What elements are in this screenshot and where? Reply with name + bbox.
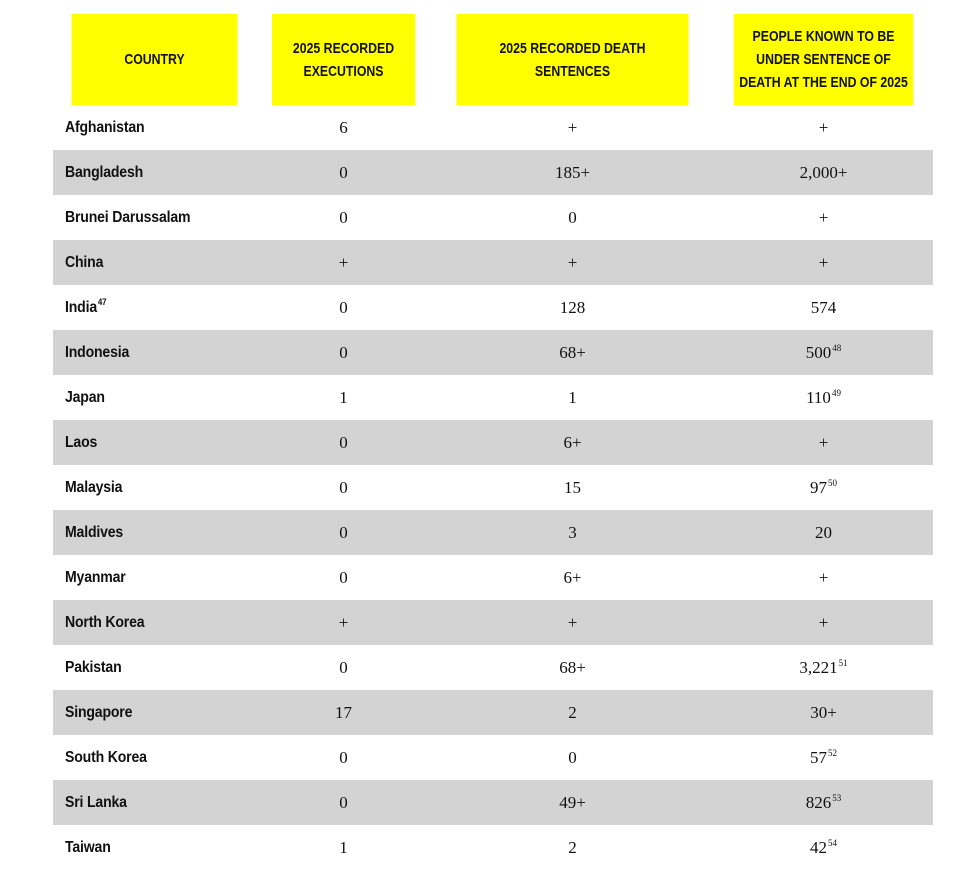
country-name-wrap xyxy=(65,434,97,452)
death-sentences-cell-value: 68+ xyxy=(559,342,586,362)
under-sentence-cell xyxy=(714,690,933,735)
table-row xyxy=(53,735,933,780)
footnote-ref: 53 xyxy=(832,792,842,803)
death-sentences-cell xyxy=(431,600,714,645)
death-sentences-cell-value: 6+ xyxy=(563,432,582,452)
country-name-wrap xyxy=(65,389,105,407)
death-sentences-cell xyxy=(431,240,714,285)
death-sentences-cell-value: 6+ xyxy=(563,567,582,587)
country-name: North Korea xyxy=(65,613,145,631)
death-penalty-table xyxy=(53,14,933,870)
country-name: Brunei Darussalam xyxy=(65,208,191,226)
table-row xyxy=(53,825,933,870)
under-sentence-cell xyxy=(714,375,933,420)
death-sentences-cell xyxy=(431,150,714,195)
under-sentence-cell-value: 30+ xyxy=(810,702,837,722)
death-sentences-cell-value: 1 xyxy=(568,387,577,407)
death-sentences-cell xyxy=(431,510,714,555)
country-name: Afghanistan xyxy=(65,118,145,136)
under-sentence-cell-value: 2,000+ xyxy=(799,162,848,182)
country-cell xyxy=(53,825,256,870)
header-row xyxy=(53,14,933,105)
country-name: China xyxy=(65,253,104,271)
under-sentence-cell-value: 110 xyxy=(806,387,831,407)
death-sentences-cell xyxy=(431,375,714,420)
footnote-ref: 49 xyxy=(831,387,841,398)
death-sentences-cell xyxy=(431,285,714,330)
country-cell xyxy=(53,195,256,240)
executions-cell xyxy=(256,150,431,195)
death-sentences-cell xyxy=(431,735,714,780)
table-row xyxy=(53,420,933,465)
country-cell xyxy=(53,600,256,645)
executions-cell xyxy=(256,555,431,600)
under-sentence-cell xyxy=(714,510,933,555)
table-row xyxy=(53,105,933,150)
country-cell xyxy=(53,555,256,600)
under-sentence-cell-value: 3,221 xyxy=(799,657,838,677)
death-sentences-cell xyxy=(431,420,714,465)
executions-cell xyxy=(256,600,431,645)
country-name: Bangladesh xyxy=(65,163,144,181)
executions-cell xyxy=(256,465,431,510)
footnote-ref: 54 xyxy=(828,837,837,848)
death-sentences-cell-value: 0 xyxy=(568,747,577,767)
table-row xyxy=(53,600,933,645)
death-sentences-cell xyxy=(431,690,714,735)
table-row xyxy=(53,285,933,330)
death-sentences-cell-value: + xyxy=(567,252,578,272)
table-row xyxy=(53,150,933,195)
country-cell xyxy=(53,690,256,735)
under-sentence-cell xyxy=(714,645,933,690)
country-name-wrap xyxy=(65,299,106,317)
executions-cell xyxy=(256,420,431,465)
death-sentences-cell-value: 68+ xyxy=(559,657,586,677)
footnote-ref: 52 xyxy=(828,747,837,758)
country-name-wrap xyxy=(65,839,111,857)
under-sentence-cell-value: + xyxy=(818,567,829,587)
death-sentences-cell xyxy=(431,555,714,600)
executions-cell xyxy=(256,240,431,285)
under-sentence-cell xyxy=(714,150,933,195)
under-sentence-cell-value: 42 xyxy=(810,837,827,857)
executions-cell-value: 17 xyxy=(335,702,352,722)
death-sentences-cell xyxy=(431,330,714,375)
header-country: COUNTRY xyxy=(71,14,237,105)
executions-cell-value: 6 xyxy=(339,117,348,137)
table-row xyxy=(53,555,933,600)
under-sentence-cell-value: 97 xyxy=(810,477,827,497)
under-sentence-cell-value: + xyxy=(818,612,829,632)
executions-cell-value: 0 xyxy=(339,342,348,362)
under-sentence-cell xyxy=(714,555,933,600)
executions-cell-value: 0 xyxy=(339,522,348,542)
country-name: Myanmar xyxy=(65,568,126,586)
executions-cell-value: + xyxy=(338,612,349,632)
under-sentence-cell xyxy=(714,285,933,330)
country-name: Japan xyxy=(65,388,105,406)
country-name: Taiwan xyxy=(65,838,111,856)
death-sentences-cell xyxy=(431,645,714,690)
country-name-wrap xyxy=(65,659,122,677)
country-name-wrap xyxy=(65,614,144,632)
country-cell xyxy=(53,465,256,510)
death-sentences-cell xyxy=(431,105,714,150)
death-sentences-cell-value: 15 xyxy=(564,477,581,497)
executions-cell-value: 1 xyxy=(339,387,348,407)
country-cell xyxy=(53,150,256,195)
country-name-wrap xyxy=(65,569,126,587)
executions-cell xyxy=(256,195,431,240)
table-row xyxy=(53,510,933,555)
country-cell xyxy=(53,105,256,150)
country-cell xyxy=(53,645,256,690)
footnote-ref: 51 xyxy=(838,657,848,668)
table-row xyxy=(53,375,933,420)
under-sentence-cell-value: 574 xyxy=(810,297,837,317)
executions-cell-value: + xyxy=(338,252,349,272)
country-name-wrap xyxy=(65,704,132,722)
death-sentences-cell-value: 128 xyxy=(559,297,586,317)
executions-cell xyxy=(256,375,431,420)
executions-cell xyxy=(256,690,431,735)
country-cell xyxy=(53,285,256,330)
country-cell xyxy=(53,735,256,780)
death-sentences-cell-value: 0 xyxy=(568,207,577,227)
executions-cell-value: 0 xyxy=(339,792,348,812)
executions-cell-value: 0 xyxy=(339,567,348,587)
death-penalty-table-container xyxy=(53,14,933,870)
death-sentences-cell-value: 2 xyxy=(568,837,577,857)
table-row xyxy=(53,465,933,510)
footnote-ref: 50 xyxy=(828,477,837,488)
country-cell xyxy=(53,420,256,465)
country-name-wrap xyxy=(65,119,144,137)
executions-cell xyxy=(256,285,431,330)
executions-cell xyxy=(256,645,431,690)
death-sentences-cell xyxy=(431,195,714,240)
country-cell xyxy=(53,375,256,420)
under-sentence-cell-value: + xyxy=(818,432,829,452)
country-name: Pakistan xyxy=(65,658,122,676)
executions-cell-value: 0 xyxy=(339,747,348,767)
executions-cell-value: 0 xyxy=(339,207,348,227)
death-sentences-cell xyxy=(431,465,714,510)
executions-cell xyxy=(256,105,431,150)
under-sentence-cell xyxy=(714,240,933,285)
under-sentence-cell xyxy=(714,420,933,465)
under-sentence-cell xyxy=(714,465,933,510)
country-name: Sri Lanka xyxy=(65,793,127,811)
table-row xyxy=(53,645,933,690)
under-sentence-cell-value: + xyxy=(818,207,829,227)
executions-cell-value: 0 xyxy=(339,657,348,677)
death-sentences-cell-value: 2 xyxy=(568,702,577,722)
death-sentences-cell xyxy=(431,825,714,870)
country-name-wrap xyxy=(65,254,103,272)
table-body xyxy=(53,105,933,870)
death-sentences-cell-value: 49+ xyxy=(559,792,586,812)
country-name: Laos xyxy=(65,433,98,451)
under-sentence-cell-value: + xyxy=(818,117,829,137)
executions-cell xyxy=(256,780,431,825)
header-death-sentences: 2025 RECORDED DEATH SENTENCES xyxy=(456,14,688,105)
under-sentence-cell-value: 57 xyxy=(810,747,827,767)
executions-cell-value: 0 xyxy=(339,477,348,497)
under-sentence-cell-value: + xyxy=(818,252,829,272)
under-sentence-cell xyxy=(714,330,933,375)
executions-cell-value: 1 xyxy=(339,837,348,857)
country-name-wrap xyxy=(65,479,122,497)
executions-cell-value: 0 xyxy=(339,297,348,317)
table-row xyxy=(53,690,933,735)
death-sentences-cell xyxy=(431,780,714,825)
footnote-ref: 47 xyxy=(97,297,107,308)
country-cell xyxy=(53,510,256,555)
executions-cell xyxy=(256,735,431,780)
country-name-wrap xyxy=(65,209,190,227)
country-name-wrap xyxy=(65,344,129,362)
header-under-sentence: PEOPLE KNOWN TO BE UNDER SENTENCE OF DEATH AT THE END OF 2025 xyxy=(734,14,914,105)
country-cell xyxy=(53,240,256,285)
death-sentences-cell-value: 3 xyxy=(568,522,577,542)
country-name: Singapore xyxy=(65,703,133,721)
death-sentences-cell-value: + xyxy=(567,117,578,137)
country-name-wrap xyxy=(65,524,123,542)
country-name-wrap xyxy=(65,164,143,182)
under-sentence-cell xyxy=(714,600,933,645)
country-name: Indonesia xyxy=(65,343,130,361)
executions-cell-value: 0 xyxy=(339,432,348,452)
table-row xyxy=(53,195,933,240)
footnote-ref: 48 xyxy=(832,342,842,353)
country-name: Maldives xyxy=(65,523,124,541)
executions-cell xyxy=(256,825,431,870)
death-sentences-cell-value: + xyxy=(567,612,578,632)
executions-cell xyxy=(256,510,431,555)
country-cell xyxy=(53,780,256,825)
under-sentence-cell xyxy=(714,105,933,150)
country-name-wrap xyxy=(65,749,147,767)
country-name: Malaysia xyxy=(65,478,123,496)
death-sentences-cell-value: 185+ xyxy=(554,162,591,182)
country-name-wrap xyxy=(65,794,127,812)
country-cell xyxy=(53,330,256,375)
executions-cell-value: 0 xyxy=(339,162,348,182)
under-sentence-cell-value: 20 xyxy=(815,522,832,542)
header-executions: 2025 RECORDED EXECUTIONS xyxy=(272,14,416,105)
table-row xyxy=(53,240,933,285)
under-sentence-cell xyxy=(714,735,933,780)
country-name: India xyxy=(65,298,97,316)
table-header xyxy=(53,14,933,105)
under-sentence-cell-value: 826 xyxy=(805,792,832,812)
executions-cell xyxy=(256,330,431,375)
under-sentence-cell xyxy=(714,825,933,870)
country-name: South Korea xyxy=(65,748,147,766)
table-row xyxy=(53,780,933,825)
under-sentence-cell xyxy=(714,780,933,825)
under-sentence-cell-value: 500 xyxy=(805,342,832,362)
table-row xyxy=(53,330,933,375)
under-sentence-cell xyxy=(714,195,933,240)
